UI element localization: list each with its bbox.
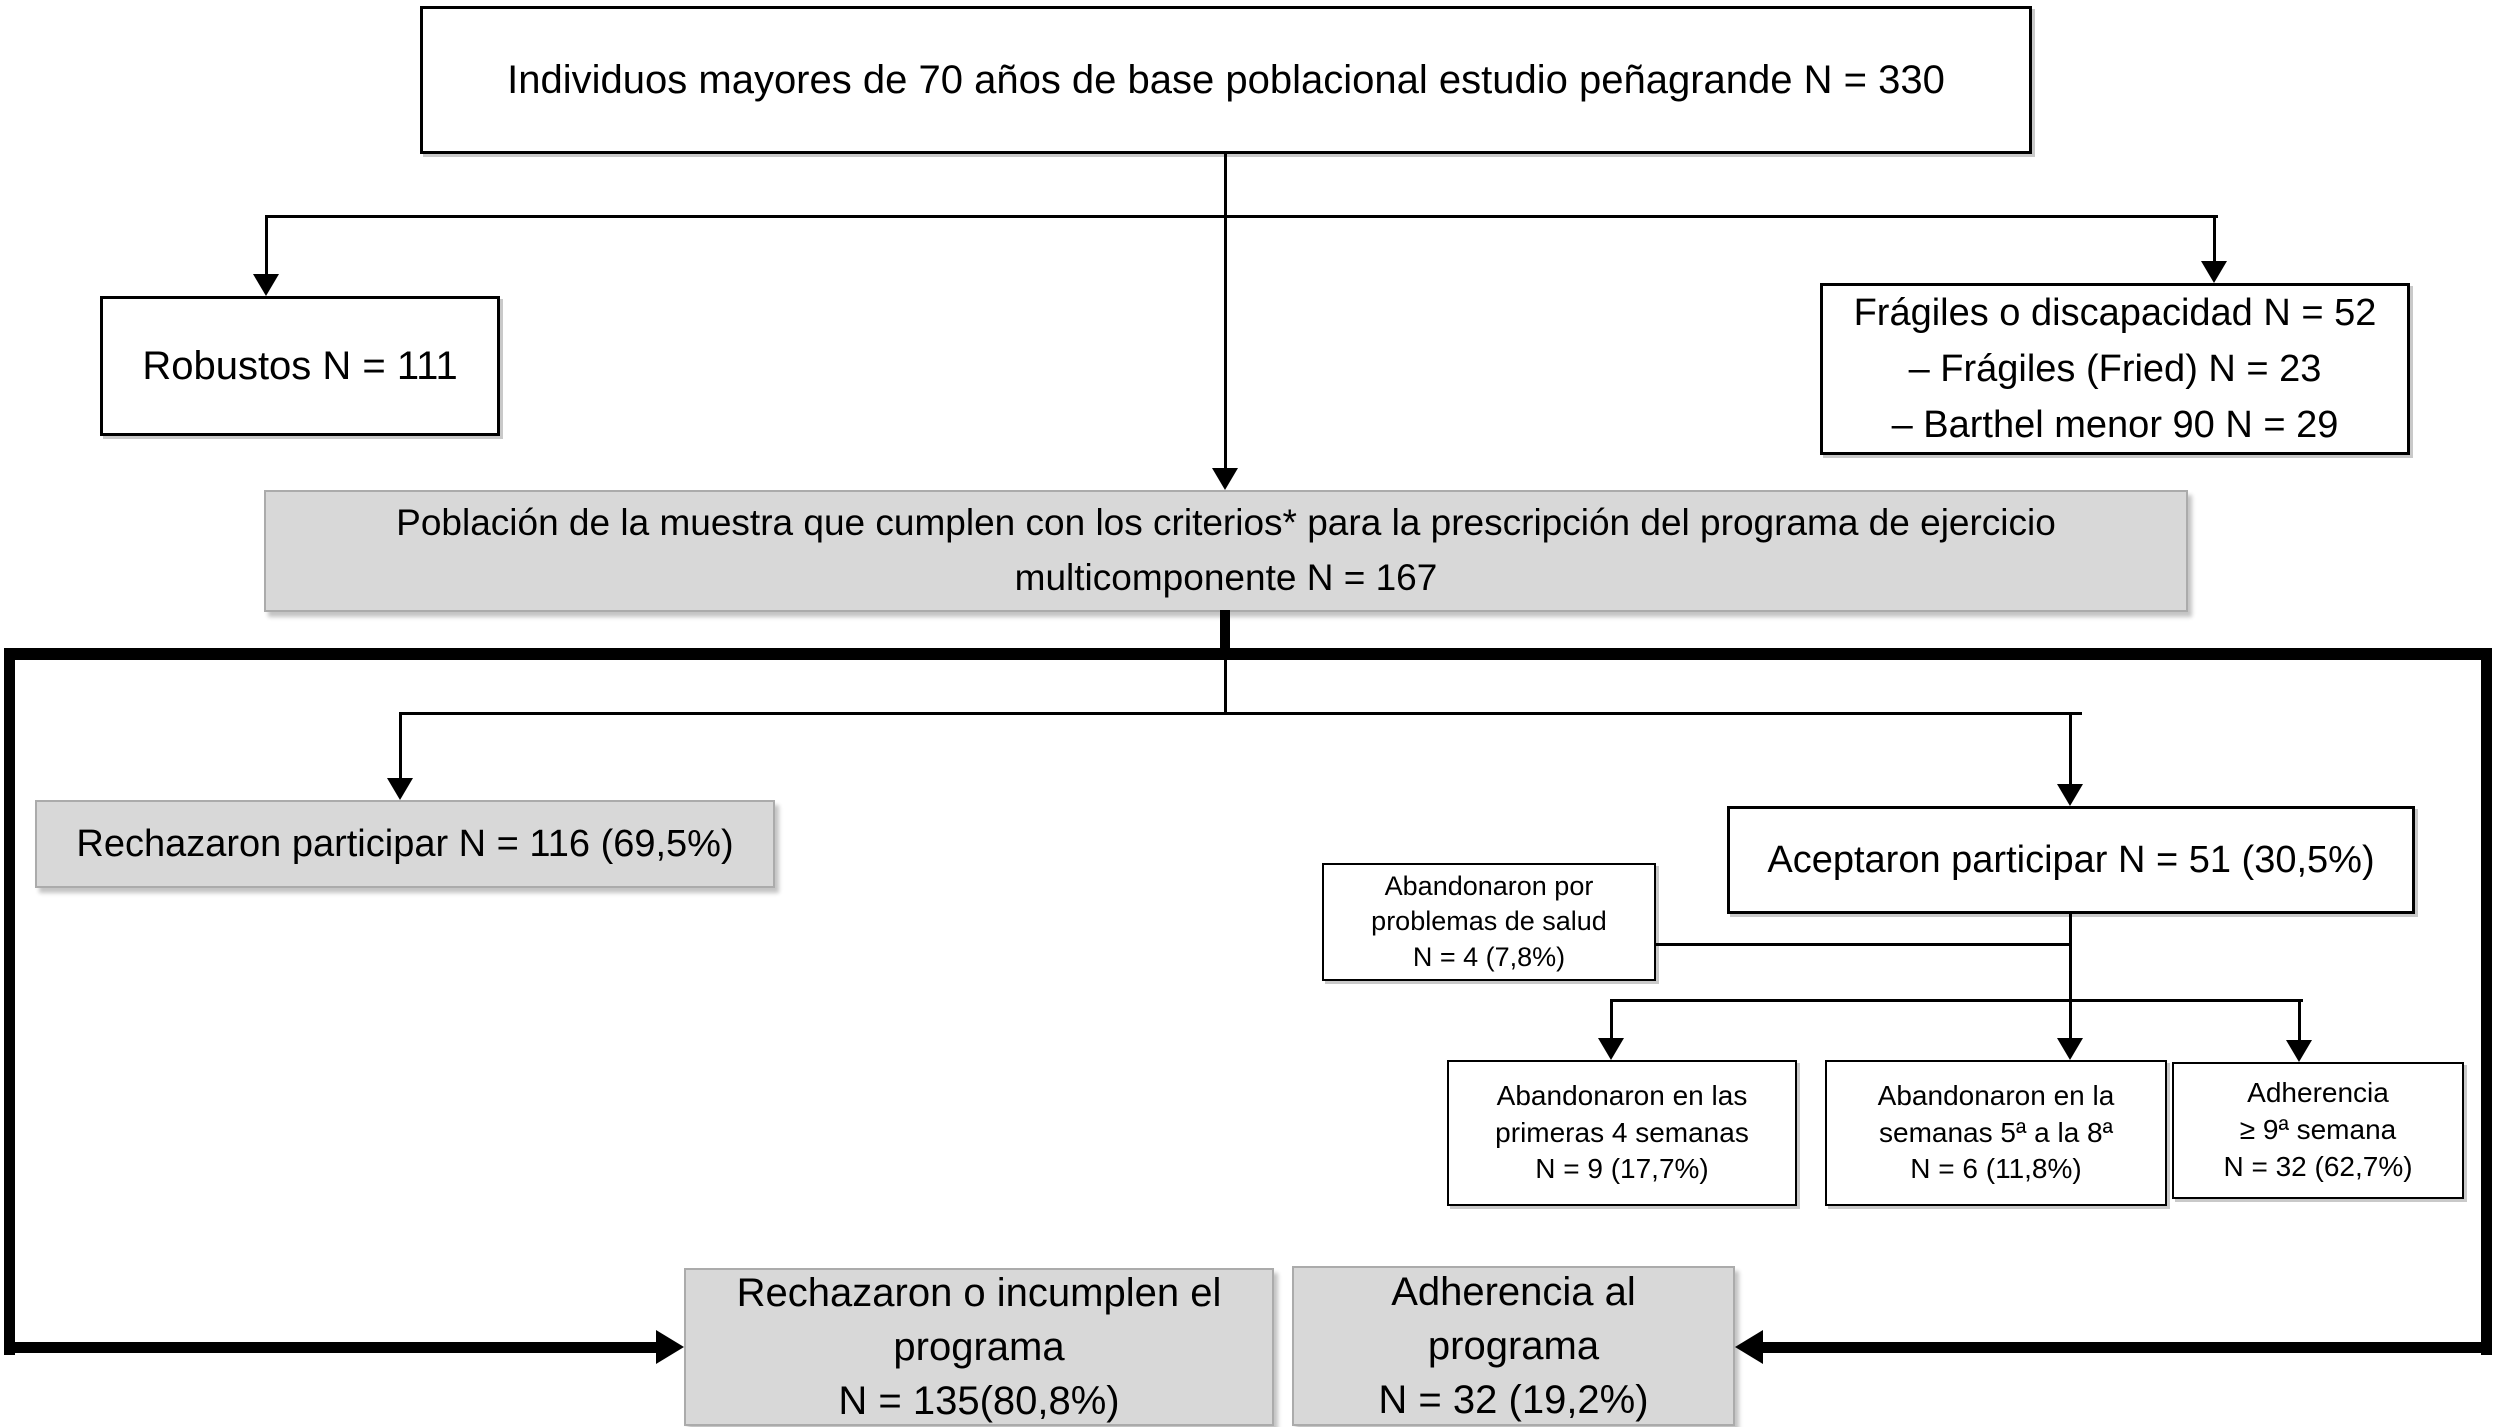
connector-aceptaron-stem bbox=[2069, 914, 2072, 1040]
box-fragiles-line1: Frágiles o discapacidad N = 52 bbox=[1853, 291, 2377, 334]
box-abandono-5a8-semanas bbox=[1825, 1060, 2167, 1206]
arrowhead-aceptaron-icon bbox=[2057, 784, 2083, 806]
connector-split-branch bbox=[399, 712, 2082, 715]
arrowhead-rechazo-incumplen-icon bbox=[656, 1330, 684, 1364]
box-adherencia-9-line2: ≥ 9ª semana bbox=[2239, 1114, 2397, 1146]
box-abandono-salud bbox=[1322, 863, 1656, 981]
connector-top-branch bbox=[265, 215, 2218, 218]
connector-to-robustos bbox=[265, 215, 268, 278]
connector-to-abandono-4sem bbox=[1610, 999, 1613, 1040]
box-abandono-5a8-line2: semanas 5ª a la 8ª bbox=[1879, 1116, 2113, 1148]
box-rechazo-incumplen-line3: N = 135(80,8%) bbox=[838, 1379, 1120, 1423]
connector-to-aceptaron bbox=[2069, 712, 2072, 786]
box-aceptaron-participar bbox=[1727, 806, 2415, 914]
connector-to-rechazaron bbox=[399, 712, 402, 780]
box-adherencia-programa-line3: N = 32 (19,2%) bbox=[1378, 1378, 1649, 1422]
arrowhead-abandono-4sem-icon bbox=[1598, 1038, 1624, 1060]
box-aceptaron-participar-text: Aceptaron participar N = 51 (30,5%) bbox=[1767, 838, 2375, 881]
frame-left-edge bbox=[4, 648, 15, 1355]
connector-to-criterios bbox=[1224, 215, 1227, 470]
box-adherencia-9-semana bbox=[2172, 1062, 2464, 1199]
box-rechazo-incumplen-line2: programa bbox=[893, 1325, 1065, 1369]
box-criterios-line2: multicomponente N = 167 bbox=[1014, 557, 1438, 598]
box-poblacion-total-text: Individuos mayores de 70 años de base poblacional estudio peñagrande N = 330 bbox=[507, 58, 1945, 102]
box-adherencia-programa-line1: Adherencia al bbox=[1391, 1270, 1636, 1314]
connector-criterios-stem-thick bbox=[1220, 610, 1230, 652]
box-poblacion-total bbox=[420, 6, 2032, 154]
connector-frame-to-rechazo-incumplen bbox=[4, 1342, 660, 1353]
box-fragiles bbox=[1820, 283, 2410, 455]
box-robustos bbox=[100, 296, 500, 436]
box-rechazaron-participar bbox=[35, 800, 775, 888]
arrowhead-adherencia-programa-icon bbox=[1735, 1330, 1763, 1364]
arrowhead-abandono-5a8-icon bbox=[2057, 1038, 2083, 1060]
arrowhead-robustos-icon bbox=[253, 274, 279, 296]
frame-right-edge bbox=[2481, 648, 2492, 1355]
box-adherencia-programa bbox=[1292, 1266, 1735, 1426]
box-abandono-salud-line1: Abandonaron por bbox=[1384, 870, 1594, 901]
connector-split-stem bbox=[1224, 658, 1227, 714]
box-abandono-4semanas-line2: primeras 4 semanas bbox=[1495, 1116, 1749, 1148]
arrowhead-criterios-icon bbox=[1212, 468, 1238, 490]
arrowhead-adherencia-9-icon bbox=[2286, 1040, 2312, 1062]
box-criterios bbox=[264, 490, 2188, 612]
box-rechazo-incumplen-line1: Rechazaron o incumplen el bbox=[736, 1271, 1222, 1315]
connector-to-fragiles bbox=[2213, 215, 2216, 263]
box-abandono-4semanas-line1: Abandonaron en las bbox=[1496, 1079, 1748, 1111]
arrowhead-rechazaron-icon bbox=[387, 778, 413, 800]
box-adherencia-9-line3: N = 32 (62,7%) bbox=[2223, 1150, 2413, 1182]
box-abandono-5a8-line1: Abandonaron en la bbox=[1877, 1079, 2115, 1111]
connector-top-stem bbox=[1224, 153, 1227, 217]
box-adherencia-programa-line2: programa bbox=[1427, 1324, 1600, 1368]
connector-frame-to-adherencia-programa bbox=[1763, 1342, 2492, 1353]
box-fragiles-line2: – Frágiles (Fried) N = 23 bbox=[1908, 347, 2322, 390]
box-rechazaron-participar-text: Rechazaron participar N = 116 (69,5%) bbox=[76, 822, 734, 865]
box-abandono-salud-line2: problemas de salud bbox=[1371, 906, 1607, 937]
box-criterios-line1: Población de la muestra que cumplen con los criterios* para la prescripción del programa de ejercicio bbox=[396, 502, 2056, 544]
box-abandono-5a8-line3: N = 6 (11,8%) bbox=[1910, 1153, 2082, 1185]
box-rechazo-incumplen bbox=[684, 1268, 1274, 1426]
box-fragiles-line3: – Barthel menor 90 N = 29 bbox=[1891, 404, 2339, 447]
connector-to-adherencia-9 bbox=[2298, 999, 2301, 1040]
connector-abandono-salud bbox=[1656, 943, 2071, 946]
box-abandono-4semanas-line3: N = 9 (17,7%) bbox=[1535, 1153, 1709, 1185]
box-abandono-salud-line3: N = 4 (7,8%) bbox=[1412, 941, 1566, 972]
connector-outcome-branch bbox=[1611, 999, 2303, 1002]
frame-top-edge bbox=[4, 648, 2492, 660]
box-abandono-4semanas bbox=[1447, 1060, 1797, 1206]
box-adherencia-9-line1: Adherencia bbox=[2247, 1077, 2389, 1109]
box-robustos-text: Robustos N = 111 bbox=[142, 344, 458, 388]
arrowhead-fragiles-icon bbox=[2201, 261, 2227, 283]
